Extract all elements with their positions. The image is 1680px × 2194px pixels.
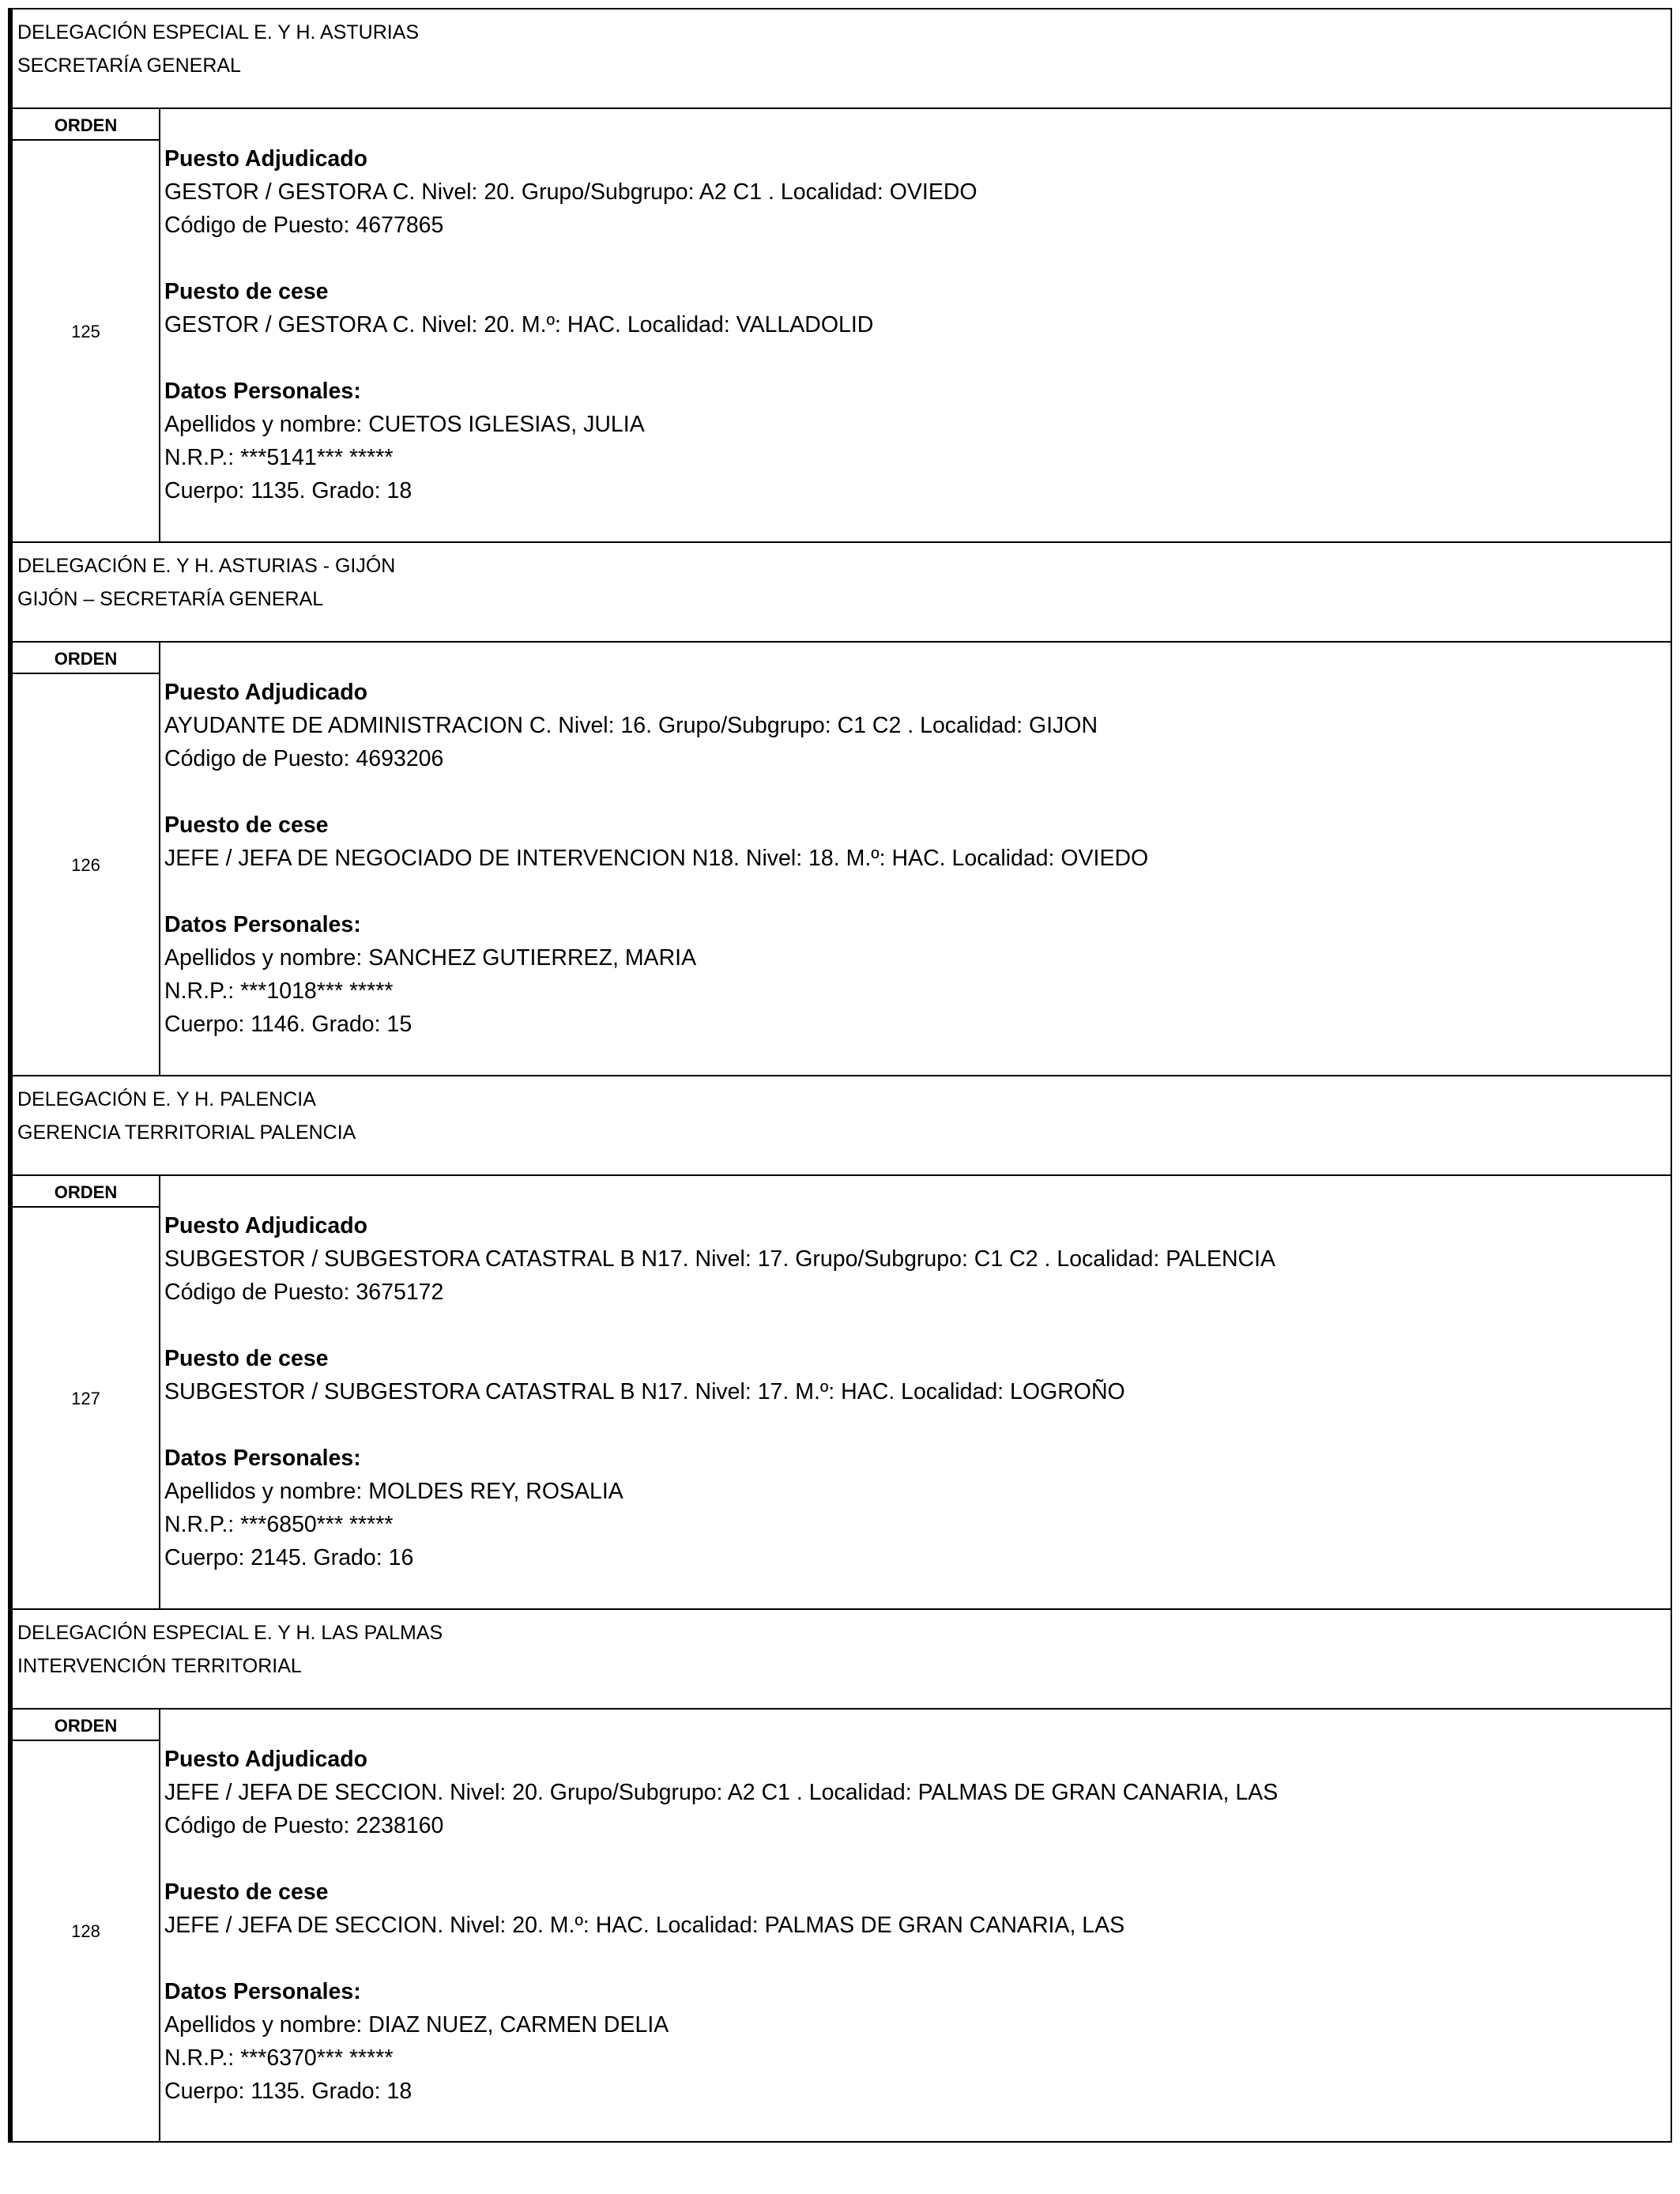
cese-title: Puesto de cese xyxy=(164,279,329,304)
orden-column xyxy=(13,109,160,541)
nrp-line: N.R.P.: ***5141*** ***** xyxy=(164,445,394,470)
orden-label: ORDEN xyxy=(13,643,159,674)
datos-title: Datos Personales: xyxy=(164,912,361,937)
header-office: DELEGACIÓN ESPECIAL E. Y H. LAS PALMAS xyxy=(17,1622,443,1644)
codigo-puesto: Código de Puesto: 4693206 xyxy=(164,746,444,771)
section-header xyxy=(13,1610,1671,1710)
section-header xyxy=(13,1076,1671,1176)
entry-details xyxy=(160,643,1671,1075)
header-unit: GIJÓN – SECRETARÍA GENERAL xyxy=(17,588,324,610)
nombre-line: Apellidos y nombre: MOLDES REY, ROSALIA xyxy=(164,1479,623,1504)
orden-label: ORDEN xyxy=(13,109,159,141)
orden-number: 127 xyxy=(71,1388,100,1408)
nombre-line: Apellidos y nombre: SANCHEZ GUTIERREZ, MARIA xyxy=(164,945,697,971)
adjudicado-line: JEFE / JEFA DE SECCION. Nivel: 20. Grupo/Subgrupo: A2 C1 . Localidad: PALMAS DE GRAN CANARIA, LAS xyxy=(164,1780,1279,1805)
header-unit: SECRETARÍA GENERAL xyxy=(17,55,241,77)
cese-title: Puesto de cese xyxy=(164,1346,329,1371)
orden-column xyxy=(13,1176,160,1608)
codigo-puesto: Código de Puesto: 4677865 xyxy=(164,213,444,238)
nrp-line: N.R.P.: ***6370*** ***** xyxy=(164,2045,394,2071)
entry-block xyxy=(13,543,1671,1076)
entry-row xyxy=(13,1176,1671,1610)
nrp-line: N.R.P.: ***6850*** ***** xyxy=(164,1512,394,1537)
entry-block xyxy=(13,9,1671,543)
orden-number: 126 xyxy=(71,854,100,875)
header-unit: INTERVENCIÓN TERRITORIAL xyxy=(17,1655,302,1677)
header-unit: GERENCIA TERRITORIAL PALENCIA xyxy=(17,1122,356,1144)
header-office: DELEGACIÓN ESPECIAL E. Y H. ASTURIAS xyxy=(17,21,420,43)
orden-number: 125 xyxy=(71,321,100,341)
cese-line: JEFE / JEFA DE NEGOCIADO DE INTERVENCION N18. Nivel: 18. M.º: HAC. Localidad: OVIEDO xyxy=(164,846,1149,871)
cuerpo-line: Cuerpo: 1135. Grado: 18 xyxy=(164,478,412,503)
cese-title: Puesto de cese xyxy=(164,1879,329,1905)
cuerpo-line: Cuerpo: 1135. Grado: 18 xyxy=(164,2079,412,2104)
codigo-puesto: Código de Puesto: 3675172 xyxy=(164,1280,444,1305)
nombre-line: Apellidos y nombre: CUETOS IGLESIAS, JULIA xyxy=(164,412,645,437)
cuerpo-line: Cuerpo: 1146. Grado: 15 xyxy=(164,1012,412,1037)
adjudicado-line: SUBGESTOR / SUBGESTORA CATASTRAL B N17. Nivel: 17. Grupo/Subgrupo: C1 C2 . Localidad: PALENCIA xyxy=(164,1246,1276,1272)
section-header xyxy=(13,9,1671,109)
adjudicado-title: Puesto Adjudicado xyxy=(164,680,368,705)
datos-title: Datos Personales: xyxy=(164,1979,361,2004)
entry-row xyxy=(13,643,1671,1076)
document-table xyxy=(8,8,1672,2143)
nrp-line: N.R.P.: ***1018*** ***** xyxy=(164,978,394,1004)
entry-row xyxy=(13,109,1671,543)
orden-column xyxy=(13,1710,160,2141)
adjudicado-line: GESTOR / GESTORA C. Nivel: 20. Grupo/Subgrupo: A2 C1 . Localidad: OVIEDO xyxy=(164,179,977,205)
header-office: DELEGACIÓN E. Y H. PALENCIA xyxy=(17,1088,316,1110)
adjudicado-title: Puesto Adjudicado xyxy=(164,146,368,172)
adjudicado-title: Puesto Adjudicado xyxy=(164,1747,368,1772)
entry-details xyxy=(160,1710,1671,2141)
cuerpo-line: Cuerpo: 2145. Grado: 16 xyxy=(164,1545,414,1570)
entry-details xyxy=(160,109,1671,541)
orden-number: 128 xyxy=(71,1921,100,1941)
cese-title: Puesto de cese xyxy=(164,812,329,838)
cese-line: JEFE / JEFA DE SECCION. Nivel: 20. M.º: HAC. Localidad: PALMAS DE GRAN CANARIA, LAS xyxy=(164,1913,1125,1938)
orden-column xyxy=(13,643,160,1075)
adjudicado-line: AYUDANTE DE ADMINISTRACION C. Nivel: 16. Grupo/Subgrupo: C1 C2 . Localidad: GIJON xyxy=(164,713,1098,738)
orden-label: ORDEN xyxy=(13,1710,159,1741)
codigo-puesto: Código de Puesto: 2238160 xyxy=(164,1813,444,1838)
entry-block xyxy=(13,1610,1671,2141)
adjudicado-title: Puesto Adjudicado xyxy=(164,1213,368,1238)
cese-line: SUBGESTOR / SUBGESTORA CATASTRAL B N17. Nivel: 17. M.º: HAC. Localidad: LOGROÑO xyxy=(164,1379,1125,1404)
datos-title: Datos Personales: xyxy=(164,379,361,404)
nombre-line: Apellidos y nombre: DIAZ NUEZ, CARMEN DELIA xyxy=(164,2012,669,2038)
section-header xyxy=(13,543,1671,643)
cese-line: GESTOR / GESTORA C. Nivel: 20. M.º: HAC. Localidad: VALLADOLID xyxy=(164,312,874,337)
entry-block xyxy=(13,1076,1671,1610)
datos-title: Datos Personales: xyxy=(164,1446,361,1471)
entry-row xyxy=(13,1710,1671,2141)
orden-label: ORDEN xyxy=(13,1176,159,1208)
header-office: DELEGACIÓN E. Y H. ASTURIAS - GIJÓN xyxy=(17,555,396,577)
entry-details xyxy=(160,1176,1671,1608)
